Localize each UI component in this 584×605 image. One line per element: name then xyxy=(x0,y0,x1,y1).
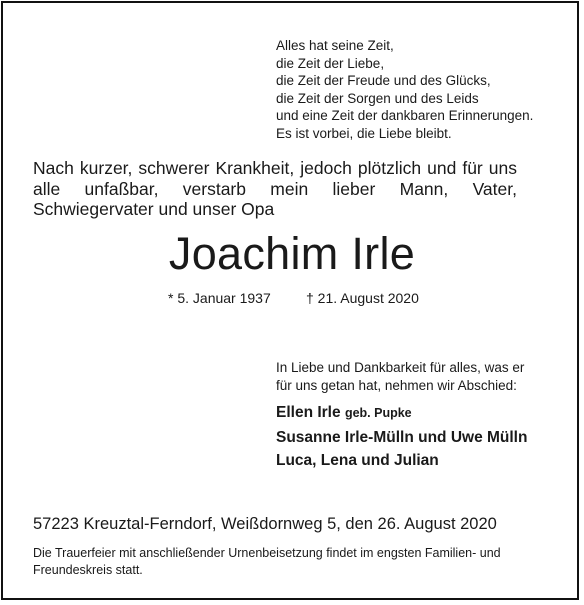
poem-line: und eine Zeit der dankbaren Erinnerungen. xyxy=(276,108,534,124)
mourner-line xyxy=(276,401,527,426)
farewell-line: In Liebe und Dankbarkeit für alles, was er xyxy=(276,360,525,375)
farewell-line: für uns getan hat, nehmen wir Abschied: xyxy=(276,377,517,393)
poem-line: Alles hat seine Zeit, xyxy=(276,38,394,53)
place-and-date: 57223 Kreuztal-Ferndorf, Weißdornweg 5, den 26. August 2020 xyxy=(33,515,497,533)
intro-text: Nach kurzer, schwerer Krankheit, jedoch plötzlich und für uns alle unfaßbar, verstarb mein lieber Mann, Vater, Schwiegervater und unser Opa xyxy=(33,158,517,219)
death-date: † 21. August 2020 xyxy=(306,290,419,306)
funeral-notice: Die Trauerfeier mit anschließender Urnenbeisetzung findet im engsten Familien- und Freundeskreis statt. xyxy=(33,546,501,577)
deceased-name: Joachim Irle xyxy=(168,228,416,279)
mourner-line: Susanne Irle-Mülln und Uwe Mülln xyxy=(276,428,528,446)
farewell-text xyxy=(276,359,524,394)
poem-line: die Zeit der Freude und des Glücks, xyxy=(276,73,491,89)
family-names xyxy=(276,401,527,473)
poem xyxy=(276,37,533,143)
poem-line: die Zeit der Sorgen und des Leids xyxy=(276,90,479,106)
poem-line: die Zeit der Liebe, xyxy=(276,55,385,71)
mourner-line: Luca, Lena und Julian xyxy=(276,452,439,469)
poem-line: Es ist vorbei, die Liebe bleibt. xyxy=(276,125,452,141)
mourner-name: Ellen Irle xyxy=(276,404,341,421)
birth-date: * 5. Januar 1937 xyxy=(168,290,271,306)
maiden-name: geb. Pupke xyxy=(344,406,412,420)
